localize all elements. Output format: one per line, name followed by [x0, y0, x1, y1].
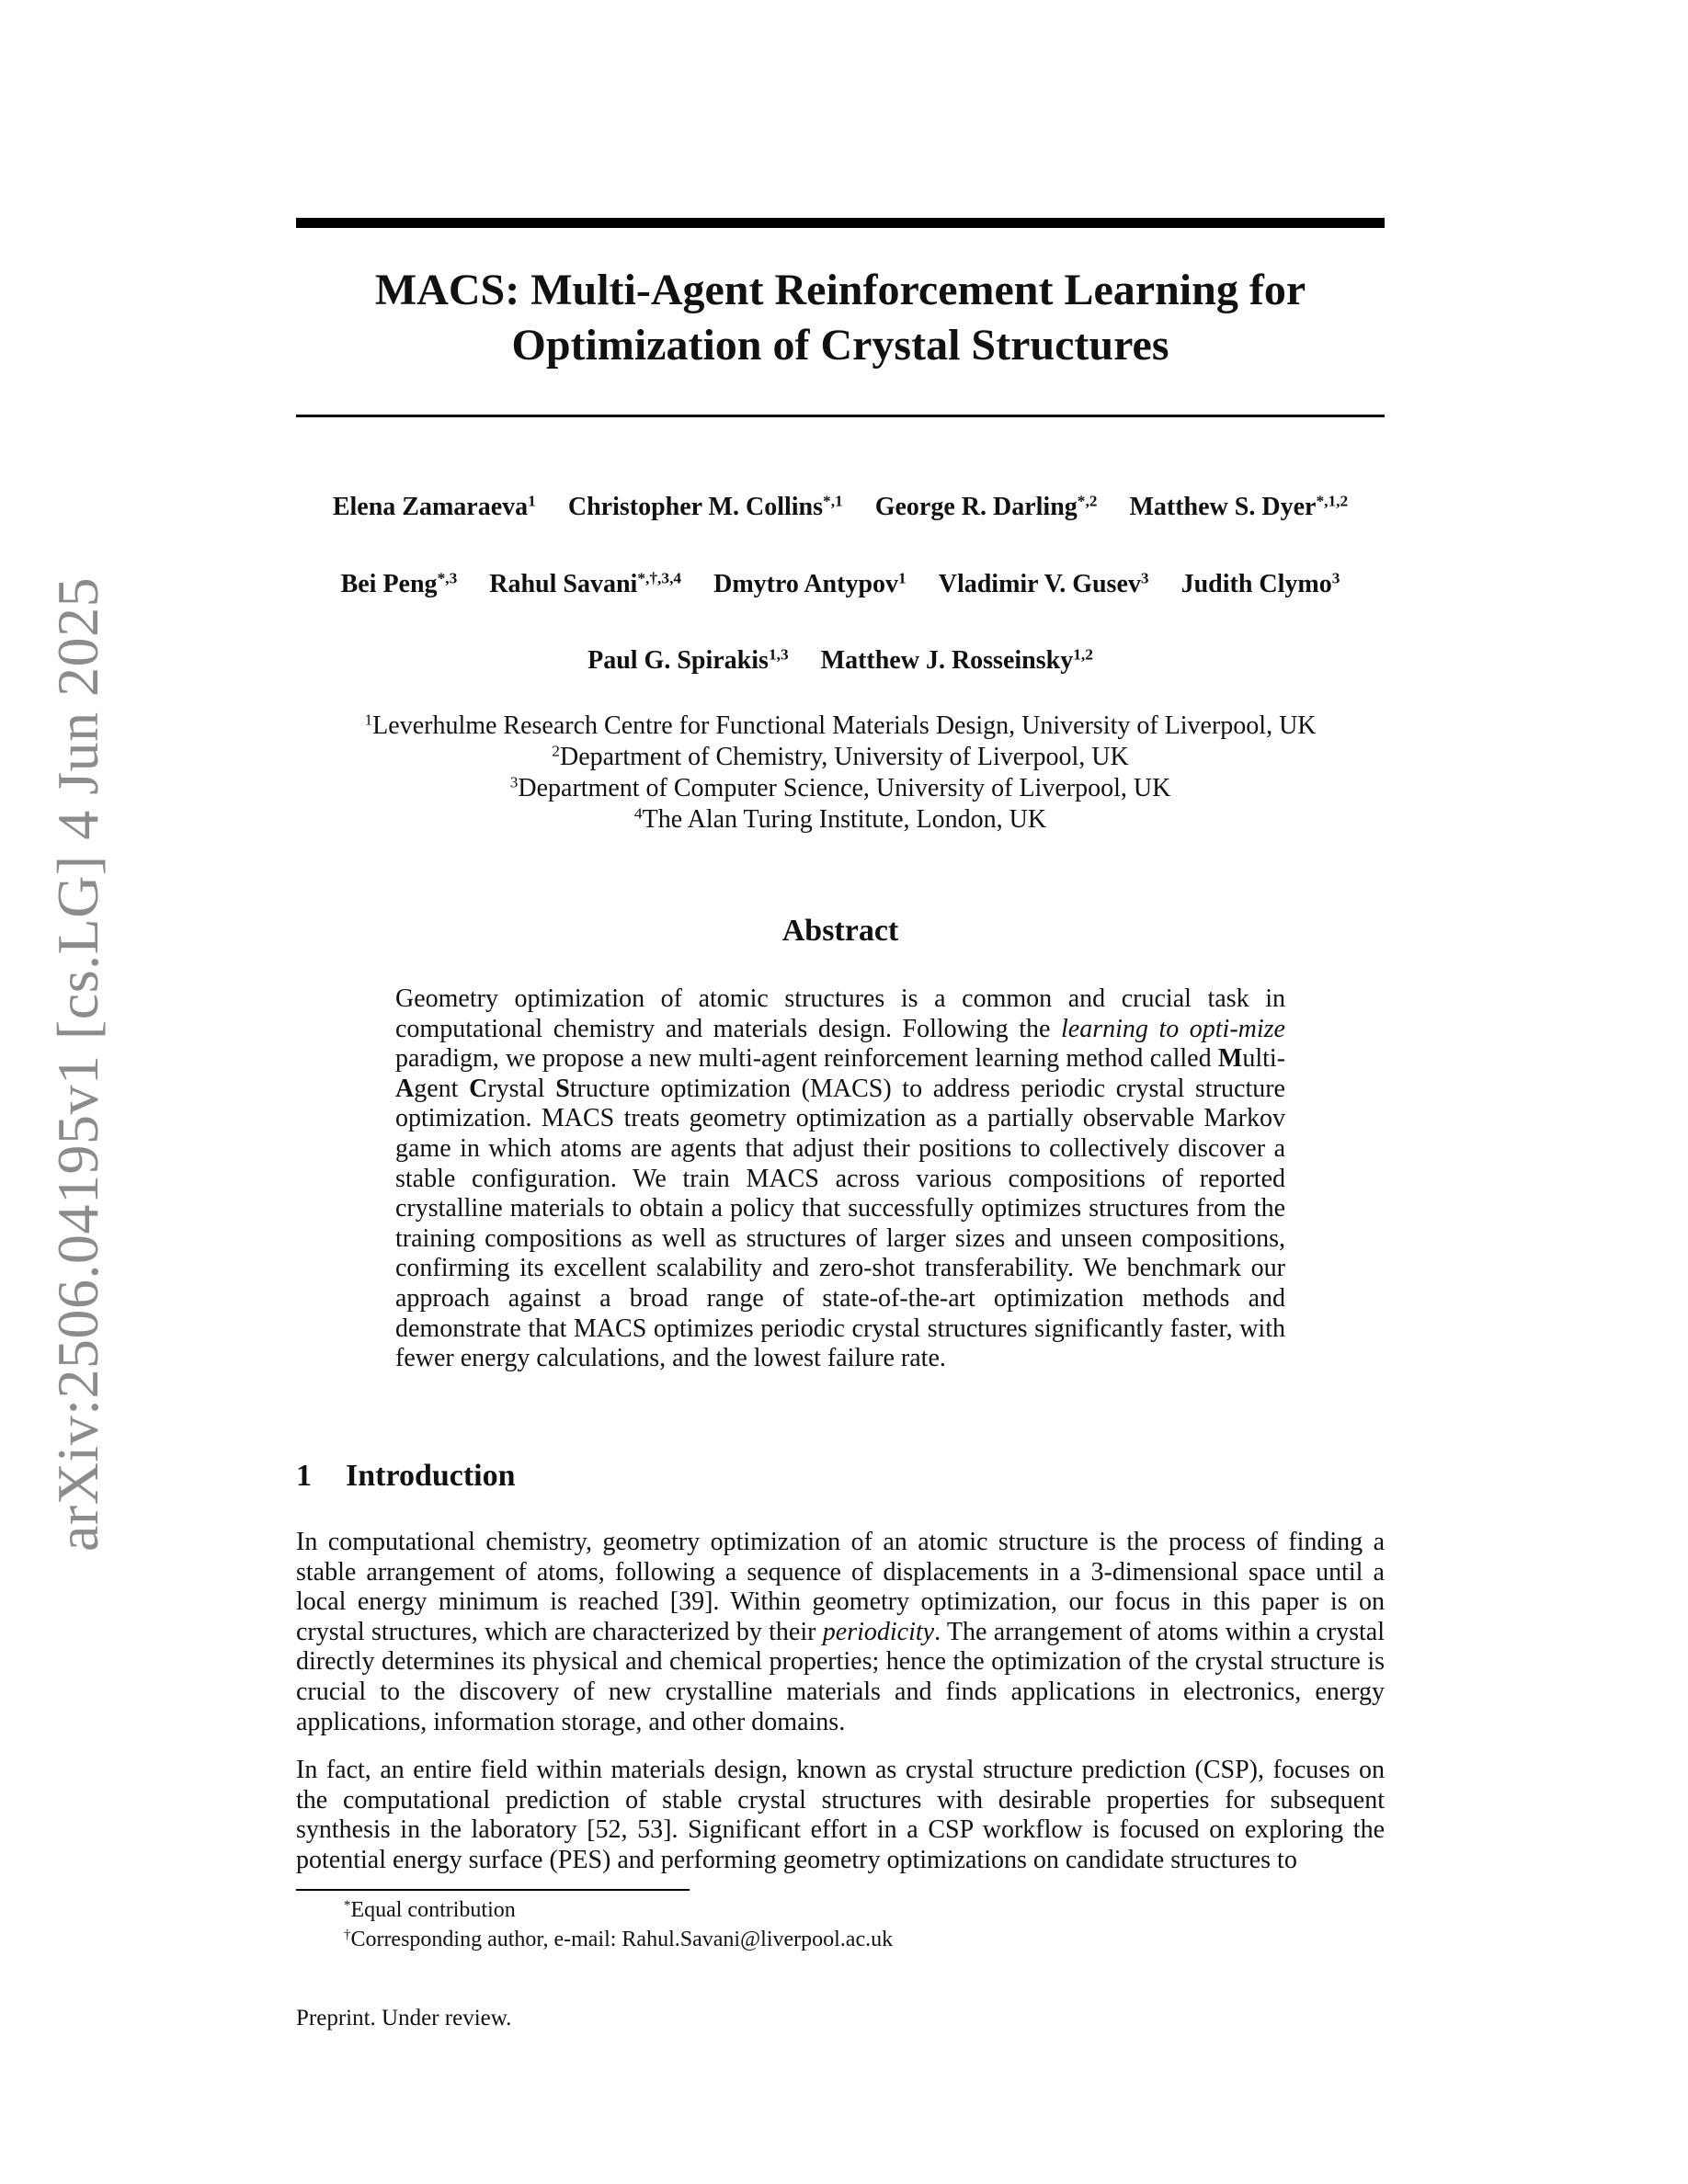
author: Matthew S. Dyer$^{*,1,2}$	[1129, 492, 1349, 521]
footnotes	[344, 1895, 893, 1954]
author: Bei Peng$^{*,3}$	[340, 569, 458, 598]
author-row-2	[296, 570, 1385, 599]
author: Elena Zamaraeva$^1$	[332, 492, 536, 521]
abstract-text: Geometry optimization of atomic structures is a common and crucial task in computational chemistry and materials design. Following the learning to opti-mize paradigm, we propose a new multi-agent reinforcement learning method called Multi-Agent Crystal Structure optimization (MACS) to address periodic crystal structure optimization. MACS treats geometry optimization as a partially observable Markov game in which atoms are agents that adjust their positions to collectively discover a stable configuration. We train MACS across various compositions of reported crystalline materials to obtain a policy that successfully optimizes structures from the training compositions as well as structures of larger sizes and unseen compositions, confirming its excellent scalability and zero-shot transferability. We benchmark our approach against a broad range of state-of-the-art optimization methods and demonstrate that MACS optimizes periodic crystal structures significantly faster, with fewer energy calculations, and the lowest failure rate.	[395, 984, 1285, 1373]
author: George R. Darling$^{*,2}$	[874, 492, 1098, 521]
preprint-note: Preprint. Under review.	[296, 2006, 512, 2030]
author: Rahul Savani$^{*,\dagger,3,4}$	[489, 569, 682, 598]
author: Dmytro Antypov$^1$	[713, 569, 907, 598]
author: Matthew J. Rosseinsky$^{1,2}$	[820, 645, 1093, 675]
author: Judith Clymo$^3$	[1180, 569, 1340, 598]
affiliation: $^3$Department of Computer Science, University of Liverpool, UK	[509, 773, 1171, 802]
author: Paul G. Spirakis$^{1,3}$	[587, 645, 789, 675]
affiliation: $^4$The Alan Turing Institute, London, UK	[633, 804, 1047, 834]
section-heading-introduction	[296, 1459, 516, 1494]
affiliations	[296, 711, 1385, 836]
section-number: 1	[296, 1459, 312, 1493]
title-bottom-rule	[296, 415, 1385, 417]
affiliation: $^2$Department of Chemistry, University of Liverpool, UK	[552, 742, 1129, 771]
title-line-2: Optimization of Crystal Structures	[511, 321, 1169, 370]
arxiv-identifier: arXiv:2506.04195v1 [cs.LG] 4 Jun 2025	[45, 576, 110, 1552]
footnote-rule	[296, 1889, 690, 1891]
author: Christopher M. Collins$^{*,1}$	[567, 492, 843, 521]
author: Vladimir V. Gusev$^3$	[938, 569, 1149, 598]
affiliation: $^1$Leverhulme Research Centre for Functional Materials Design, University of Liverpool, UK	[364, 711, 1317, 740]
footnote: †Corresponding author, e-mail: Rahul.Savani@liverpool.ac.uk	[344, 1927, 894, 1951]
author-row-1	[296, 493, 1385, 522]
section-title: Introduction	[346, 1459, 516, 1493]
author-row-3	[296, 646, 1385, 676]
abstract-heading: Abstract	[781, 914, 899, 948]
intro-paragraph-2: In fact, an entire field within materials design, known as crystal structure prediction (CSP), focuses on the computational prediction of stable crystal structures with desirable properties for subsequent synthesis in the laboratory [52, 53]. Significant effort in a CSP workflow is focused on exploring the potential energy surface (PES) and performing geometry optimizations on candidate structures to	[296, 1756, 1385, 1874]
intro-paragraph-1: In computational chemistry, geometry optimization of an atomic structure is the process of finding a stable arrangement of atoms, following a sequence of displacements in a 3-dimensional space until a local energy minimum is reached [39]. Within geometry optimization, our focus in this paper is on crystal structures, which are characterized by their periodicity. The arrangement of atoms within a crystal directly determines its physical and chemical properties; hence the optimization of the crystal structure is crucial to the discovery of new crystalline materials and finds applications in electronics, energy applications, information storage, and other domains.	[296, 1528, 1385, 1736]
title-line-1: MACS: Multi-Agent Reinforcement Learning for	[374, 266, 1306, 314]
title-top-rule	[296, 218, 1385, 228]
footnote: *Equal contribution	[344, 1897, 516, 1922]
paper-title	[296, 263, 1385, 373]
